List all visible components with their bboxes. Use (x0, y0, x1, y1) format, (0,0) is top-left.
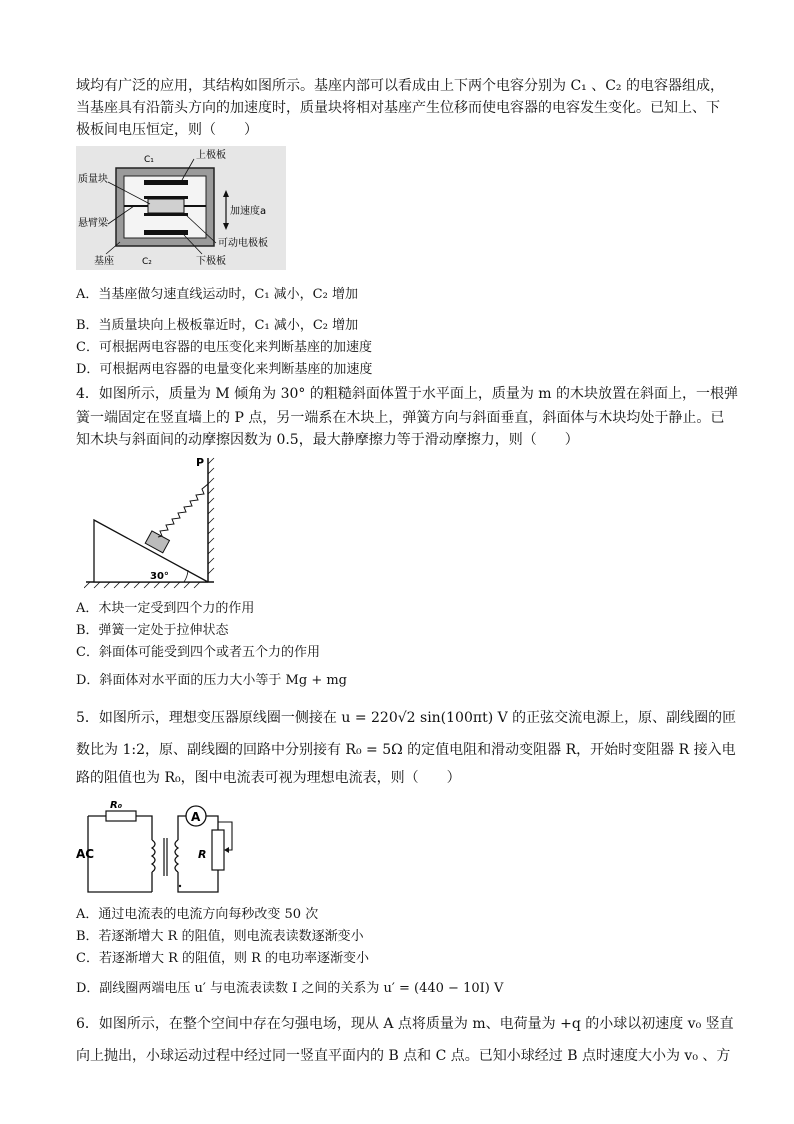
q4-option-a: A．木块一定受到四个力的作用 (76, 601, 255, 616)
ammeter-label: A (191, 810, 201, 824)
mass-block-label: 质量块 (78, 174, 108, 185)
q6-text-line-2: 向上抛出，小球运动过程中经过同一竖直平面内的 B 点和 C 点。已知小球经过 B 点时速度大小为 v₀ 、方 (76, 1048, 731, 1064)
upper-plate-label: 上极板 (196, 150, 226, 161)
suspension-label: 悬臂梁 (78, 218, 108, 229)
q3-text-line-1: 域均有广泛的应用，其结构如图所示。基座内部可以看成由上下两个电容分别为 C₁ 、C₂ 的电容器组成， (76, 78, 724, 94)
q4-option-b: B．弹簧一定处于拉伸状态 (76, 623, 229, 638)
q5-text-line-2: 数比为 1:2，原、副线圈的回路中分别接有 R₀ = 5Ω 的定值电阻和滑动变阻器 R，开始时变阻器 R 接入电 (76, 742, 736, 758)
q5-option-b: B．若逐渐增大 R 的阻值，则电流表读数逐渐变小 (76, 929, 364, 944)
c2-label: C₂ (142, 257, 152, 267)
q3-option-a: A．当基座做匀速直线运动时，C₁ 减小，C₂ 增加 (76, 287, 358, 302)
q4-text-line-3: 知木块与斜面间的动摩擦因数为 0.5，最大静摩擦力等于滑动摩擦力，则（ ） (76, 432, 579, 448)
q5-text-line-3: 路的阻值也为 R₀，图中电流表可视为理想电流表，则（ ） (76, 770, 461, 786)
q4-text-line-2: 簧一端固定在竖直墙上的 P 点，另一端系在木块上，弹簧方向与斜面垂直，斜面体与木块均处于静止。已 (76, 410, 725, 426)
q5-text-line-1: 5．如图所示，理想变压器原线圈一侧接在 u = 220√2 sin(100πt) V 的正弦交流电源上，原、副线圈的匝 (76, 710, 737, 726)
q3-text-line-3: 极板间电压恒定，则（ ） (76, 122, 258, 138)
q4-option-d: D．斜面体对水平面的压力大小等于 Mg + mg (76, 673, 347, 688)
q3-option-d: D．可根据两电容器的电量变化来判断基座的加速度 (76, 362, 373, 377)
q5-option-c: C．若逐渐增大 R 的阻值，则 R 的电功率逐渐变小 (76, 951, 370, 966)
q3-option-c: C．可根据两电容器的电压变化来判断基座的加速度 (76, 340, 372, 355)
lower-plate-label: 下极板 (196, 256, 226, 267)
ac-label: AC (76, 847, 95, 861)
incline-spring-figure (84, 454, 224, 590)
movable-plate-label: 可动电极板 (218, 238, 268, 249)
p-label: P (196, 456, 205, 469)
q4-text-line-1: 4．如图所示，质量为 M 倾角为 30° 的粗糙斜面体置于水平面上，质量为 m 的木块放置在斜面上，一根弹 (76, 386, 739, 402)
q5-option-a: A．通过电流表的电流方向每秒改变 50 次 (76, 907, 319, 922)
q6-text-line-1: 6．如图所示，在整个空间中存在匀强电场，现从 A 点将质量为 m、电荷量为 +q 的小球以初速度 v₀ 竖直 (76, 1016, 734, 1032)
q5-option-d: D．副线圈两端电压 u′ 与电流表读数 I 之间的关系为 u′ = (440 − 10I) V (76, 981, 504, 996)
c1-label: C₁ (144, 155, 154, 165)
transformer-circuit-figure (76, 800, 242, 898)
q4-option-c: C．斜面体可能受到四个或者五个力的作用 (76, 645, 320, 660)
angle-label: 30° (150, 571, 169, 582)
acceleration-label: 加速度a (230, 206, 267, 217)
r-label: R (198, 848, 207, 861)
q3-text-line-2: 当基座具有沿箭头方向的加速度时，质量块将相对基座产生位移而使电容器的电容发生变化。已知上、下 (76, 100, 720, 116)
q3-option-b: B．当质量块向上极板靠近时，C₁ 减小，C₂ 增加 (76, 318, 359, 333)
accelerometer-figure (76, 146, 286, 270)
r0-label: R₀ (110, 800, 123, 811)
base-label: 基座 (94, 256, 114, 267)
